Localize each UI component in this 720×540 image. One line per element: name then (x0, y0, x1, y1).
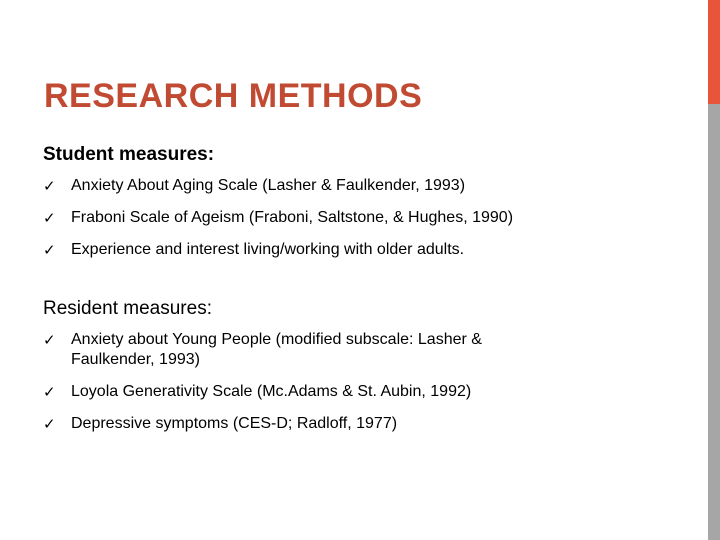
list-item (43, 176, 643, 196)
side-accent-bar (708, 0, 720, 104)
resident-measures-heading: Resident measures: (43, 298, 212, 319)
list-item (43, 208, 643, 228)
student-measures-list (43, 176, 643, 260)
student-measures-heading: Student measures: (43, 144, 215, 165)
checkmark-icon: ✓ (43, 209, 56, 227)
checkmark-icon: ✓ (43, 331, 56, 349)
list-item (43, 414, 643, 434)
list-item-text: Loyola Generativity Scale (Mc.Adams & St. Aubin, 1992) (71, 383, 472, 400)
checkmark-icon: ✓ (43, 415, 56, 433)
list-item-text: Depressive symptoms (CES-D; Radloff, 1977) (71, 415, 398, 432)
slide-title: RESEARCH METHODS (44, 77, 423, 115)
list-item-text: Fraboni Scale of Ageism (Fraboni, Saltstone, & Hughes, 1990) (71, 209, 514, 226)
checkmark-icon: ✓ (43, 383, 56, 401)
slide-body (43, 142, 643, 446)
list-item (43, 382, 643, 402)
resident-measures-list (43, 330, 643, 434)
list-item (43, 240, 643, 260)
list-item-text: Anxiety About Aging Scale (Lasher & Faulkender, 1993) (71, 177, 466, 194)
list-item-text: Experience and interest living/working with older adults. (71, 241, 465, 258)
checkmark-icon: ✓ (43, 177, 56, 195)
checkmark-icon: ✓ (43, 241, 56, 259)
list-item (43, 330, 643, 370)
list-item-text: Anxiety about Young People (modified subscale: Lasher & Faulkender, 1993) (71, 331, 482, 368)
